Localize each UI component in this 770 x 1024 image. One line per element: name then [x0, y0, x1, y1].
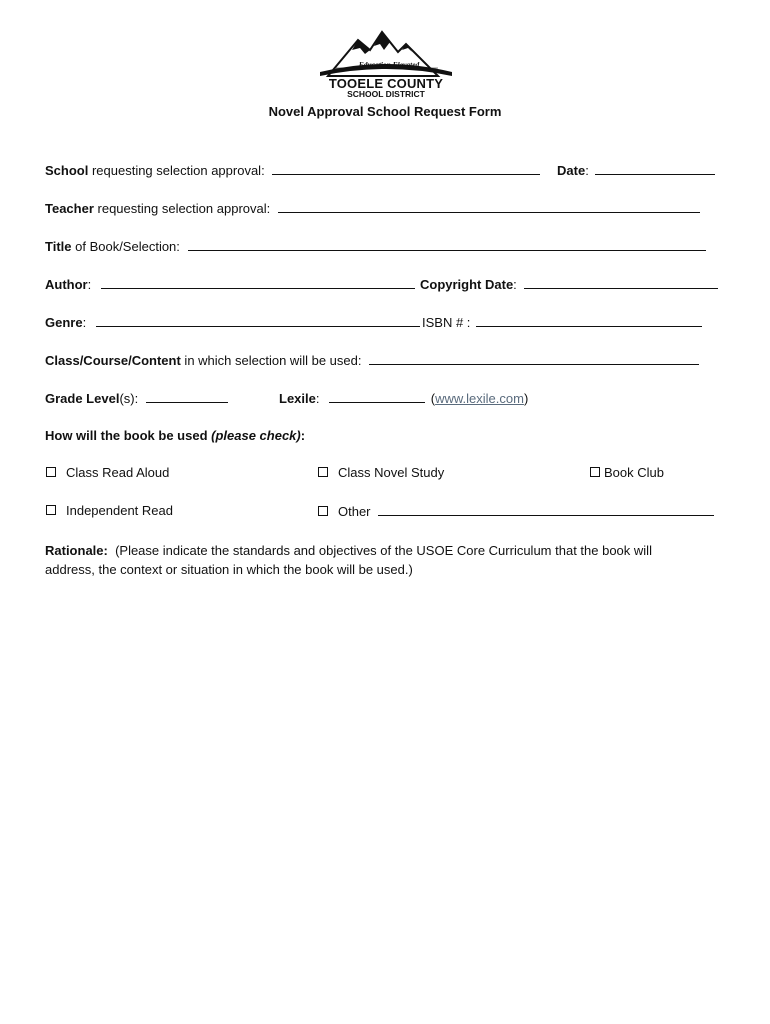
logo-slogan: Education Elevated	[358, 60, 420, 69]
teacher-row	[45, 200, 700, 217]
copyright-group	[420, 276, 718, 293]
class-course-field[interactable]	[369, 352, 699, 365]
date-label: Date	[557, 163, 586, 178]
lexile-field[interactable]	[329, 390, 425, 403]
checkbox[interactable]	[590, 467, 600, 477]
lexile-link-close: )	[523, 391, 529, 406]
date-field[interactable]	[595, 162, 715, 175]
school-label: School	[45, 163, 89, 178]
lexile-label: Lexile	[279, 391, 316, 406]
book-title-field[interactable]	[188, 238, 706, 251]
checkbox[interactable]	[46, 505, 56, 515]
copyright-field[interactable]	[524, 276, 718, 289]
copyright-label: Copyright Date	[420, 277, 514, 292]
logo-district-name: TOOELE COUNTY	[328, 76, 444, 91]
book-title-label: Title	[45, 239, 72, 254]
genre-row	[45, 314, 420, 331]
option-class-read-aloud[interactable]	[46, 465, 169, 481]
option-label: Independent Read	[66, 503, 173, 518]
option-label: Class Novel Study	[338, 465, 445, 480]
checkbox[interactable]	[318, 506, 328, 516]
option-label: Class Read Aloud	[66, 465, 170, 480]
grade-level-label-rest: (s):	[119, 391, 139, 406]
school-row	[45, 162, 540, 179]
class-course-label-rest: in which selection will be used:	[180, 353, 362, 368]
genre-label: Genre	[45, 315, 83, 330]
lexile-label-rest: :	[315, 391, 320, 406]
teacher-field[interactable]	[278, 200, 700, 213]
rationale-instructions: (Please indicate the standards and objectives of the USOE Core Curriculum that the book will address, the context or situation in which the book will be used.)	[45, 543, 656, 577]
usage-prompt-colon: :	[300, 428, 306, 443]
book-title-label-rest: of Book/Selection:	[71, 239, 180, 254]
isbn-field[interactable]	[476, 314, 702, 327]
author-label: Author	[45, 277, 88, 292]
class-course-row	[45, 352, 699, 369]
usage-prompt-label: How will the book be used	[45, 428, 208, 443]
lexile-link-open: (	[430, 391, 436, 406]
date-group	[557, 162, 715, 179]
teacher-label-rest: requesting selection approval:	[93, 201, 271, 216]
isbn-label: ISBN # :	[422, 315, 471, 330]
page-title: Novel Approval School Request Form	[268, 104, 502, 119]
author-row	[45, 276, 415, 293]
rationale-label: Rationale:	[45, 543, 108, 558]
mountain-icon	[310, 28, 462, 78]
genre-label-rest: :	[82, 315, 87, 330]
rationale-section	[45, 541, 705, 579]
school-label-rest: requesting selection approval:	[88, 163, 265, 178]
isbn-group	[422, 314, 702, 331]
option-class-novel-study[interactable]	[318, 465, 444, 481]
grade-level-row	[45, 390, 228, 407]
genre-field[interactable]	[96, 314, 420, 327]
checkbox[interactable]	[318, 467, 328, 477]
option-label: Other	[338, 504, 371, 519]
option-label: Book Club	[604, 465, 664, 480]
school-field[interactable]	[272, 162, 540, 175]
option-independent-read[interactable]	[46, 503, 173, 519]
option-book-club[interactable]	[590, 465, 664, 481]
class-course-label: Class/Course/Content	[45, 353, 181, 368]
author-label-rest: :	[87, 277, 92, 292]
grade-level-field[interactable]	[146, 390, 228, 403]
author-field[interactable]	[101, 276, 415, 289]
other-field[interactable]	[378, 503, 714, 516]
lexile-link[interactable]: www.lexile.com	[435, 391, 524, 406]
district-logo	[310, 28, 462, 104]
usage-prompt-hint: (please check)	[207, 428, 301, 443]
checkbox[interactable]	[46, 467, 56, 477]
date-label-rest: :	[585, 163, 589, 178]
lexile-group	[279, 390, 528, 407]
logo-district-subtitle: SCHOOL DISTRICT	[347, 89, 425, 99]
grade-level-label: Grade Level	[45, 391, 120, 406]
option-other[interactable]	[318, 503, 714, 520]
usage-prompt	[45, 428, 305, 444]
copyright-label-rest: :	[513, 277, 517, 292]
book-title-row	[45, 238, 706, 255]
teacher-label: Teacher	[45, 201, 94, 216]
